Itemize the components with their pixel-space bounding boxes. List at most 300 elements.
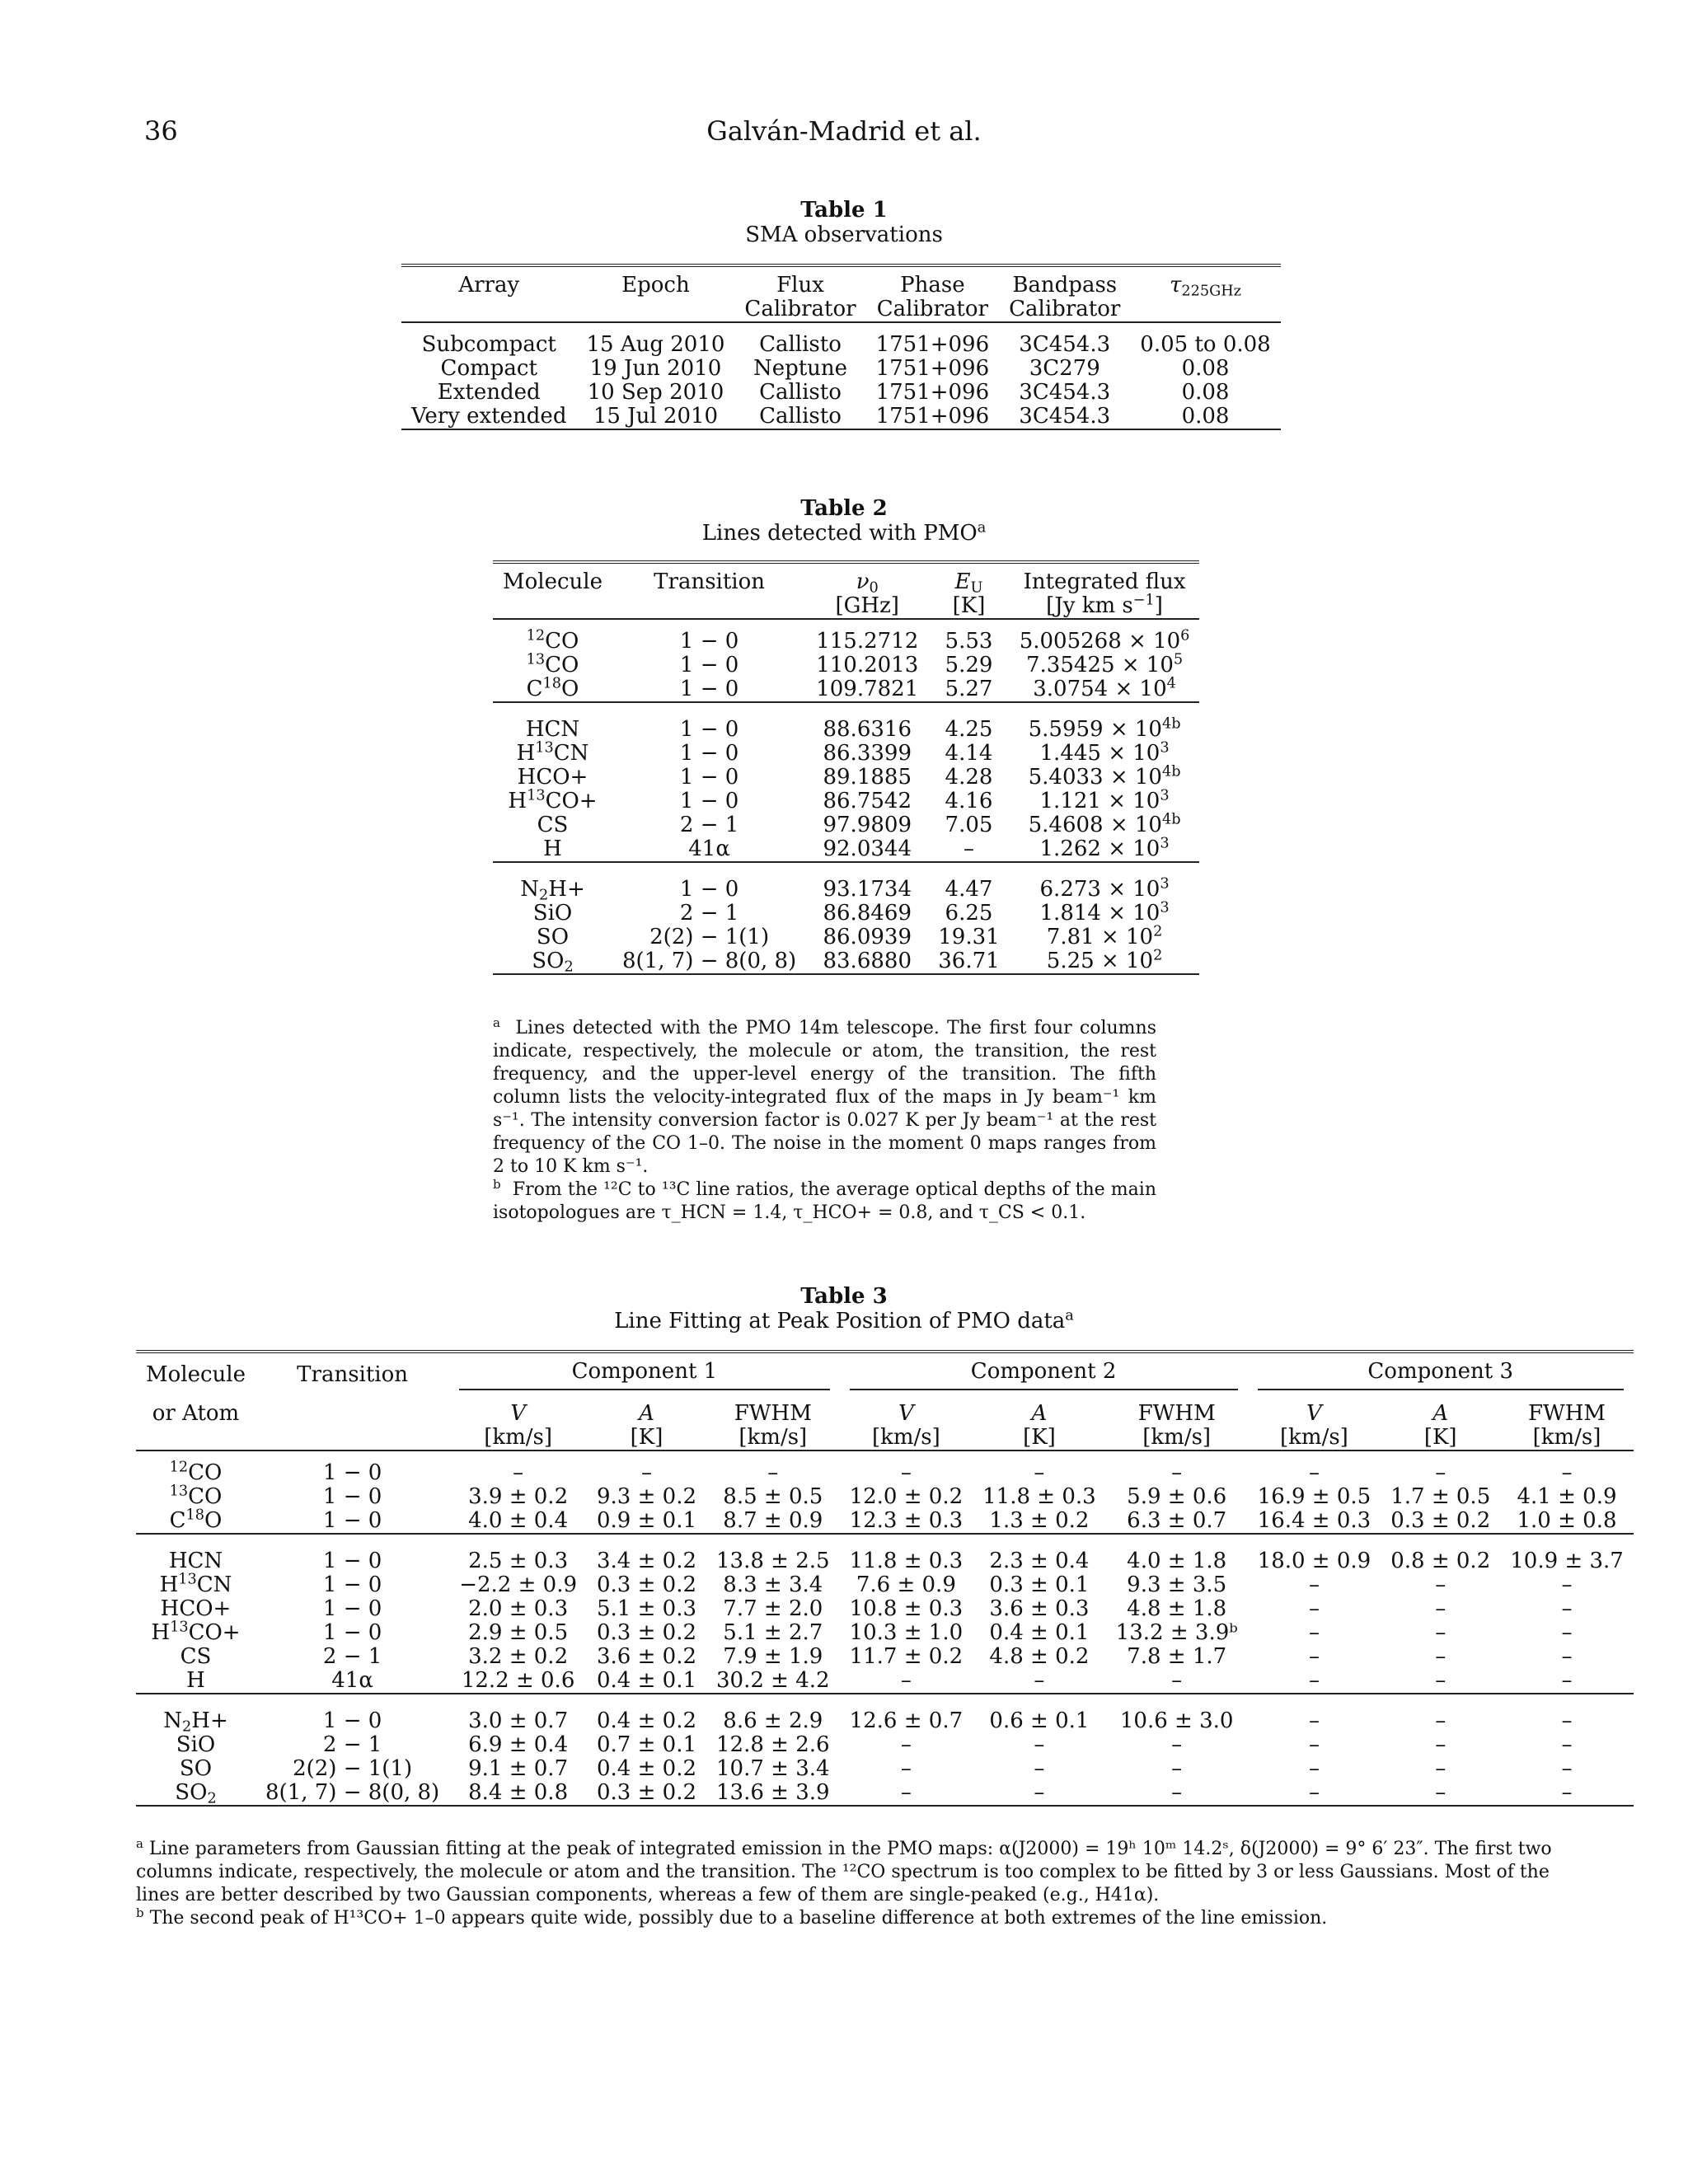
value-cell: –	[1435, 1460, 1447, 1485]
table-row	[136, 1645, 1634, 1669]
t2-col-transition: Transition	[654, 569, 766, 594]
table-row	[136, 1733, 1634, 1757]
molecule-cell: $^{12}$CO	[169, 1459, 223, 1485]
flux-cell: $5.005268 \times 10^6$	[1019, 627, 1190, 654]
value-cell: –	[1171, 1460, 1183, 1485]
value-cell: –	[1171, 1732, 1183, 1757]
value-cell: –	[1561, 1460, 1573, 1485]
transition-cell: 2(2) − 1(1)	[649, 925, 770, 949]
value-cell: –	[1034, 1460, 1045, 1485]
molecule-cell: $^{13}$CO	[526, 651, 579, 677]
transition-cell: 1 − 0	[679, 765, 739, 790]
value-cell: 7.6 ± 0.9	[856, 1572, 956, 1597]
value-cell: 7.9 ± 1.9	[723, 1644, 823, 1669]
molecule-cell: H	[186, 1668, 205, 1693]
molecule-cell: $C^{18}O$	[526, 675, 579, 701]
value-cell: –	[900, 1732, 912, 1757]
transition-cell: 8(1, 7) − 8(0, 8)	[265, 1780, 440, 1805]
table-row	[136, 1485, 1634, 1509]
table-cell: 10 Sep 2010	[587, 380, 724, 405]
flux-cell: $6.273 \times 10^3$	[1039, 875, 1170, 902]
value-cell: 10.9 ± 3.7	[1510, 1549, 1624, 1573]
table-row	[493, 718, 1199, 742]
value-cell: 3.6 ± 0.3	[989, 1596, 1090, 1621]
transition-cell: 1 − 0	[322, 1460, 382, 1485]
eu-cell: 6.25	[945, 901, 993, 926]
value-cell: 3.9 ± 0.2	[468, 1484, 569, 1509]
value-cell: –	[1308, 1780, 1320, 1805]
molecule-cell: H	[543, 837, 562, 861]
flux-cell: $7.35425 \times 10^5$	[1025, 651, 1184, 677]
flux-cell: $1.121 \times 10^3$	[1039, 787, 1170, 813]
value-cell: 3.6 ± 0.2	[597, 1644, 697, 1669]
value-cell: 4.8 ± 0.2	[989, 1644, 1090, 1669]
value-cell: 6.3 ± 0.7	[1127, 1508, 1227, 1533]
nu-cell: 109.7821	[816, 677, 919, 701]
value-cell: 1.0 ± 0.8	[1517, 1508, 1617, 1533]
table-row	[493, 813, 1199, 837]
t1-col-phase: Phase Calibrator	[876, 273, 988, 321]
table-cell: Callisto	[734, 405, 865, 429]
table-cell: Subcompact	[421, 332, 556, 357]
table-cell: Callisto	[759, 332, 842, 357]
running-title: Galván-Madrid et al.	[706, 115, 982, 147]
value-cell: –	[1435, 1668, 1447, 1693]
table-row	[136, 1549, 1634, 1573]
table-cell: 1751+096	[875, 380, 990, 405]
t3-c1-a: A [K]	[630, 1401, 663, 1450]
transition-cell: 2 − 1	[679, 813, 739, 837]
value-cell: –	[1561, 1780, 1573, 1805]
nu-cell: 115.2712	[816, 629, 919, 654]
value-cell: 10.7 ± 3.4	[716, 1756, 830, 1781]
t3-c1-v: V [km/s]	[484, 1401, 552, 1450]
value-cell: 9.1 ± 0.7	[468, 1756, 569, 1781]
transition-cell: 1 − 0	[322, 1549, 382, 1573]
table-cell: 3C279	[1029, 356, 1100, 381]
value-cell: 4.0 ± 0.4	[468, 1508, 569, 1533]
value-cell: 10.6 ± 3.0	[1119, 1708, 1234, 1733]
value-cell: 30.2 ± 4.2	[716, 1668, 830, 1693]
molecule-cell: SiO	[176, 1732, 216, 1757]
value-cell: –	[1308, 1756, 1320, 1781]
t3-component-1: Component 1	[459, 1360, 829, 1390]
molecule-cell: HCN	[525, 717, 580, 742]
value-cell: –	[1561, 1708, 1573, 1733]
table3-title: Line Fitting at Peak Position of PMO data$^a$	[614, 1307, 1074, 1333]
value-cell: 0.6 ± 0.1	[989, 1708, 1090, 1733]
value-cell: 0.7 ± 0.1	[597, 1732, 697, 1757]
value-cell: 11.8 ± 0.3	[849, 1549, 964, 1573]
flux-cell: $7.81 \times 10^2$	[1046, 923, 1163, 949]
value-cell: –	[1308, 1460, 1320, 1485]
table-row	[493, 742, 1199, 766]
molecule-cell: $^{12}$CO	[526, 627, 579, 654]
molecule-cell: $^{13}$CO	[169, 1483, 223, 1509]
value-cell: 6.9 ± 0.4	[468, 1732, 569, 1757]
molecule-cell: $H^{13}CN$	[159, 1571, 232, 1597]
value-cell: 11.8 ± 0.3	[982, 1484, 1096, 1509]
transition-cell: 1 − 0	[322, 1620, 382, 1645]
table2-footnote-a: $^a$ Lines detected with the PMO 14m telescope. The first four columns indicate, respectively, the molecule or atom, the transition, the rest frequency, and the upper-level energy of the transition. The fifth column lists the velocity-integrated flux of the maps in Jy beam⁻¹ km s⁻¹. The intensity conversion factor is 0.027 K per Jy beam⁻¹ at the rest frequency of the CO 1–0. The noise in the moment 0 maps ranges from 2 to 10 K km s⁻¹.	[493, 1015, 1156, 1177]
value-cell: –	[1308, 1644, 1320, 1669]
t1-col-bandpass: Bandpass Calibrator	[1009, 273, 1121, 321]
table3-footnotes	[136, 1835, 1560, 1930]
t2-col-eu: $E_U$ [K]	[952, 569, 986, 618]
value-cell: 0.3 ± 0.1	[989, 1572, 1090, 1597]
molecule-cell: HCO+	[160, 1596, 232, 1621]
table-cell: 1751+096	[866, 405, 1000, 429]
table-row	[136, 1781, 1634, 1806]
molecule-cell: CS	[180, 1644, 212, 1669]
nu-cell: 86.8469	[823, 901, 912, 926]
value-cell: –	[1171, 1756, 1183, 1781]
table-row	[136, 1757, 1634, 1781]
table-cell: 15 Aug 2010	[586, 332, 725, 357]
nu-cell: 86.3399	[823, 741, 912, 766]
eu-cell: –	[963, 837, 974, 861]
table-cell: 1751+096	[875, 332, 990, 357]
molecule-cell: SiO	[532, 901, 573, 926]
molecule-cell: $SO_2$	[493, 949, 612, 974]
value-cell: 2.9 ± 0.5	[468, 1620, 569, 1645]
value-cell: –	[513, 1460, 524, 1485]
value-cell: –	[1561, 1668, 1573, 1693]
eu-cell: 7.05	[945, 813, 993, 837]
value-cell: 7.8 ± 1.7	[1127, 1644, 1227, 1669]
value-cell: –	[1435, 1780, 1447, 1805]
transition-cell: 2 − 1	[322, 1732, 382, 1757]
table3-footnote-b: $^b$ The second peak of H¹³CO+ 1–0 appears quite wide, possibly due to a baseline difference at both extremes of the line emission.	[136, 1905, 1328, 1929]
value-cell: –	[1171, 1780, 1183, 1805]
nu-cell: 97.9809	[823, 813, 912, 837]
table-row	[493, 949, 1199, 974]
nu-cell: 110.2013	[816, 653, 919, 677]
table-row	[493, 766, 1199, 790]
table3-header-row1	[136, 1352, 1634, 1390]
value-cell: 3.0 ± 0.7	[468, 1708, 569, 1733]
flux-cell: $1.262 \times 10^3$	[1039, 835, 1170, 861]
value-cell: –	[1561, 1572, 1573, 1597]
table-row	[493, 654, 1199, 677]
table2-header-row	[493, 562, 1199, 619]
value-cell: –	[900, 1756, 912, 1781]
table-row	[493, 790, 1199, 813]
value-cell: –	[1435, 1620, 1447, 1645]
value-cell: –	[1435, 1756, 1447, 1781]
transition-cell: 41α	[688, 837, 730, 861]
page-number: 36	[144, 115, 178, 147]
nu-cell: 92.0344	[823, 837, 912, 861]
eu-cell: 4.47	[945, 877, 993, 902]
transition-cell: 1 − 0	[322, 1508, 382, 1533]
table2-caption	[0, 496, 1688, 546]
value-cell: –	[641, 1460, 652, 1485]
table2-title: Lines detected with PMO$^a$	[701, 519, 987, 546]
eu-cell: 4.14	[945, 741, 993, 766]
transition-cell: 41α	[331, 1668, 373, 1693]
table3-label: Table 3	[800, 1284, 888, 1309]
table-row	[493, 878, 1199, 902]
value-cell: –	[1308, 1572, 1320, 1597]
t3-c3-a: A [K]	[1423, 1401, 1457, 1450]
table-cell: 3C454.3	[1019, 332, 1111, 357]
molecule-cell: $H^{13}CO+$	[508, 787, 598, 813]
table-row	[493, 630, 1199, 654]
value-cell: 0.3 ± 0.2	[597, 1780, 697, 1805]
table-row	[136, 1509, 1634, 1534]
flux-cell: $3.0754 \times 10^4$	[1033, 675, 1176, 701]
table3-footnote-a: $^a$ Line parameters from Gaussian fitting at the peak of integrated emission in the PMO maps: α(J2000) = 19ʰ 10ᵐ 14.2ˢ, δ(J2000) = 9° 6′ 23″. The first two columns indicate, respectively, the molecule or atom and the transition. The ¹²CO spectrum is too complex to be fitted by 3 or less Gaussians. Most of the lines are better described by two Gaussian components, whereas a few of them are single-peaked (e.g., H41α).	[136, 1835, 1552, 1905]
t1-col-array: Array	[458, 273, 520, 298]
molecule-cell: SO	[179, 1756, 213, 1781]
value-cell: 8.3 ± 3.4	[723, 1572, 823, 1597]
t3-c2-a: A [K]	[1023, 1401, 1056, 1450]
nu-cell: 86.7542	[823, 789, 912, 813]
transition-cell: 2 − 1	[679, 901, 739, 926]
value-cell: 5.9 ± 0.6	[1127, 1484, 1227, 1509]
value-cell: –	[1308, 1620, 1320, 1645]
value-cell: 10.3 ± 1.0	[849, 1620, 964, 1645]
value-cell: –	[1435, 1596, 1447, 1621]
value-cell: 0.4 ± 0.2	[597, 1708, 697, 1733]
flux-cell: $5.4033 \times 10^{4b}$	[1028, 763, 1181, 790]
value-cell: 8.6 ± 2.9	[723, 1708, 823, 1733]
value-cell: 16.4 ± 0.3	[1257, 1508, 1372, 1533]
flux-cell: $5.5959 \times 10^{4b}$	[1028, 715, 1181, 742]
value-cell: –	[1561, 1620, 1573, 1645]
value-cell: –	[1171, 1668, 1183, 1693]
value-cell: –	[1435, 1644, 1447, 1669]
value-cell: 12.0 ± 0.2	[849, 1484, 964, 1509]
value-cell: 2.5 ± 0.3	[468, 1549, 569, 1573]
table-cell: 0.05 to 0.08	[1140, 332, 1271, 357]
t3-c2-v: V [km/s]	[871, 1401, 940, 1450]
value-cell: –	[1034, 1780, 1045, 1805]
value-cell: 8.4 ± 0.8	[468, 1780, 569, 1805]
value-cell: –	[1034, 1756, 1045, 1781]
t3-c2-fwhm: FWHM [km/s]	[1137, 1401, 1216, 1450]
table1	[401, 264, 1281, 430]
transition-cell: 1 − 0	[322, 1708, 382, 1733]
table-cell: 0.08	[1181, 356, 1230, 381]
table-cell: Callisto	[759, 380, 842, 405]
value-cell: –	[1561, 1596, 1573, 1621]
molecule-cell: HCN	[168, 1549, 223, 1573]
value-cell: –	[1435, 1708, 1447, 1733]
transition-cell: 1 − 0	[679, 877, 739, 902]
value-cell: 0.3 ± 0.2	[1390, 1508, 1491, 1533]
table-cell: Neptune	[753, 356, 848, 381]
value-cell: 13.8 ± 2.5	[716, 1549, 830, 1573]
value-cell: 8.5 ± 0.5	[723, 1484, 823, 1509]
value-cell: 4.1 ± 0.9	[1517, 1484, 1617, 1509]
value-cell: –	[1308, 1708, 1320, 1733]
value-cell: –	[1034, 1668, 1045, 1693]
table2-label: Table 2	[800, 496, 888, 521]
t2-col-molecule: Molecule	[503, 569, 603, 594]
table2-footnote-b: $^b$ From the ¹²C to ¹³C line ratios, the average optical depths of the main isotopologues are τ_HCN = 1.4, τ_HCO+ = 0.8, and τ_CS < 0.1.	[493, 1176, 1156, 1223]
table-row	[493, 926, 1199, 949]
value-cell: 0.3 ± 0.2	[597, 1620, 697, 1645]
eu-cell: 4.16	[945, 789, 993, 813]
table1-caption	[0, 198, 1688, 247]
transition-cell: 1 − 0	[322, 1572, 382, 1597]
value-cell: –	[1561, 1756, 1573, 1781]
transition-cell: 2(2) − 1(1)	[293, 1756, 413, 1781]
value-cell: 5.1 ± 2.7	[723, 1620, 823, 1645]
table-row	[136, 1573, 1634, 1597]
molecule-cell: $N_2H+$	[520, 877, 585, 904]
table3-header-row2	[136, 1390, 1634, 1451]
table-row	[401, 333, 1281, 357]
value-cell: 12.2 ± 0.6	[461, 1668, 575, 1693]
value-cell: 4.0 ± 1.8	[1127, 1549, 1227, 1573]
value-cell: –	[1308, 1668, 1320, 1693]
value-cell: 8.7 ± 0.9	[723, 1508, 823, 1533]
transition-cell: 1 − 0	[679, 741, 739, 766]
value-cell: 0.4 ± 0.2	[597, 1756, 697, 1781]
nu-cell: 93.1734	[823, 877, 912, 902]
t3-component-2: Component 2	[850, 1360, 1238, 1390]
value-cell: 9.3 ± 3.5	[1127, 1572, 1227, 1597]
value-cell: 16.9 ± 0.5	[1257, 1484, 1372, 1509]
table-row	[401, 405, 1281, 429]
transition-cell: 1 − 0	[679, 629, 739, 654]
value-cell: 0.4 ± 0.1	[989, 1620, 1090, 1645]
t1-col-tau: $\tau_{225GHz}$	[1170, 273, 1241, 300]
value-cell: –	[900, 1668, 912, 1693]
table-cell: 0.08	[1130, 405, 1280, 429]
value-cell: 13.6 ± 3.9	[716, 1780, 830, 1805]
t3-col-molecule-2: or Atom	[152, 1401, 240, 1426]
table-cell: Very extended	[401, 405, 576, 429]
table1-title: SMA observations	[745, 223, 943, 247]
flux-cell: $5.25 \times 10^2$	[1010, 949, 1200, 974]
table3-caption	[0, 1284, 1688, 1333]
value-cell: 12.8 ± 2.6	[716, 1732, 830, 1757]
table-row	[136, 1461, 1634, 1485]
nu-cell: 86.0939	[823, 925, 912, 949]
table-row	[136, 1709, 1634, 1733]
flux-cell: $1.445 \times 10^3$	[1039, 739, 1170, 766]
value-cell: –	[767, 1460, 779, 1485]
nu-cell: 88.6316	[823, 717, 912, 742]
table3	[136, 1350, 1634, 1810]
transition-cell: 8(1, 7) − 8(0, 8)	[612, 949, 806, 974]
table-row	[401, 357, 1281, 381]
t1-col-flux: Flux Calibrator	[744, 273, 856, 321]
value-cell: –	[1435, 1572, 1447, 1597]
t1-col-epoch: Epoch	[621, 273, 690, 298]
value-cell: 4.8 ± 1.8	[1127, 1596, 1227, 1621]
transition-cell: 1 − 0	[322, 1484, 382, 1509]
value-cell: 0.4 ± 0.1	[597, 1668, 697, 1693]
t3-col-molecule: Molecule	[146, 1362, 246, 1387]
table1-header-row	[401, 265, 1281, 322]
nu-cell: 83.6880	[806, 949, 928, 974]
table-row	[136, 1621, 1634, 1645]
value-cell: –	[1308, 1596, 1320, 1621]
value-cell: 10.8 ± 0.3	[849, 1596, 964, 1621]
value-cell: 2.3 ± 0.4	[989, 1549, 1090, 1573]
molecule-cell: HCO+	[517, 765, 588, 790]
eu-cell: 4.25	[945, 717, 993, 742]
flux-cell: $1.814 \times 10^3$	[1039, 899, 1170, 926]
table2-footnotes	[493, 1017, 1156, 1225]
value-cell: –	[1561, 1732, 1573, 1757]
value-cell: –	[1435, 1732, 1447, 1757]
value-cell: 13.2 ± 3.9ᵇ	[1115, 1620, 1238, 1645]
molecule-cell: CS	[537, 813, 569, 837]
table-cell: 3C454.3	[1019, 380, 1111, 405]
transition-cell: 1 − 0	[679, 789, 739, 813]
table-cell: 15 Jul 2010	[576, 405, 734, 429]
eu-cell: 5.27	[945, 677, 993, 701]
value-cell: 2.0 ± 0.3	[468, 1596, 569, 1621]
table-row	[136, 1597, 1634, 1621]
eu-cell: 5.29	[945, 653, 993, 677]
t3-c1-fwhm: FWHM [km/s]	[734, 1401, 812, 1450]
value-cell: 12.6 ± 0.7	[849, 1708, 964, 1733]
value-cell: 9.3 ± 0.2	[597, 1484, 697, 1509]
transition-cell: 1 − 0	[679, 653, 739, 677]
t2-col-flux: Integrated flux [Jy km $s^{-1}$]	[1023, 569, 1186, 618]
t3-c3-fwhm: FWHM [km/s]	[1527, 1401, 1606, 1450]
molecule-cell: $H^{13}CO+$	[151, 1619, 241, 1645]
transition-cell: 1 − 0	[322, 1596, 382, 1621]
eu-cell: 5.53	[945, 629, 993, 654]
table-row	[493, 902, 1199, 926]
value-cell: 3.2 ± 0.2	[468, 1644, 569, 1669]
transition-cell: 2 − 1	[322, 1644, 382, 1669]
table-row	[136, 1669, 1634, 1694]
table-row	[493, 677, 1199, 702]
table-cell: Compact	[440, 356, 537, 381]
value-cell: 1.3 ± 0.2	[989, 1508, 1090, 1533]
molecule-cell: $SO_2$	[175, 1780, 217, 1807]
value-cell: –	[1034, 1732, 1045, 1757]
t3-c3-v: V [km/s]	[1280, 1401, 1348, 1450]
value-cell: 18.0 ± 0.9	[1257, 1549, 1372, 1573]
value-cell: 1.7 ± 0.5	[1390, 1484, 1491, 1509]
value-cell: 0.8 ± 0.2	[1390, 1549, 1491, 1573]
eu-cell: 36.71	[928, 949, 1009, 974]
transition-cell: 1 − 0	[679, 677, 739, 701]
table-row	[401, 381, 1281, 405]
table-row	[493, 837, 1199, 862]
value-cell: –	[1308, 1732, 1320, 1757]
table1-label: Table 1	[800, 198, 888, 223]
eu-cell: 19.31	[938, 925, 1000, 949]
value-cell: 7.7 ± 2.0	[723, 1596, 823, 1621]
value-cell: 12.3 ± 0.3	[849, 1508, 964, 1533]
value-cell: −2.2 ± 0.9	[459, 1572, 577, 1597]
value-cell: 3.4 ± 0.2	[597, 1549, 697, 1573]
t2-col-nu: $\nu_0$ [GHz]	[835, 569, 899, 618]
table-cell: 3C454.3	[999, 405, 1130, 429]
table-cell: 1751+096	[875, 356, 990, 381]
value-cell: 0.9 ± 0.1	[597, 1508, 697, 1533]
value-cell: –	[900, 1460, 912, 1485]
value-cell: 0.3 ± 0.2	[597, 1572, 697, 1597]
t3-col-transition: Transition	[297, 1362, 409, 1387]
molecule-cell: $N_2H+$	[163, 1708, 228, 1736]
value-cell: 11.7 ± 0.2	[849, 1644, 964, 1669]
molecule-cell: $C^{18}O$	[169, 1507, 223, 1533]
table-cell: 19 Jun 2010	[589, 356, 722, 381]
molecule-cell: $H^{13}CN$	[516, 739, 589, 766]
